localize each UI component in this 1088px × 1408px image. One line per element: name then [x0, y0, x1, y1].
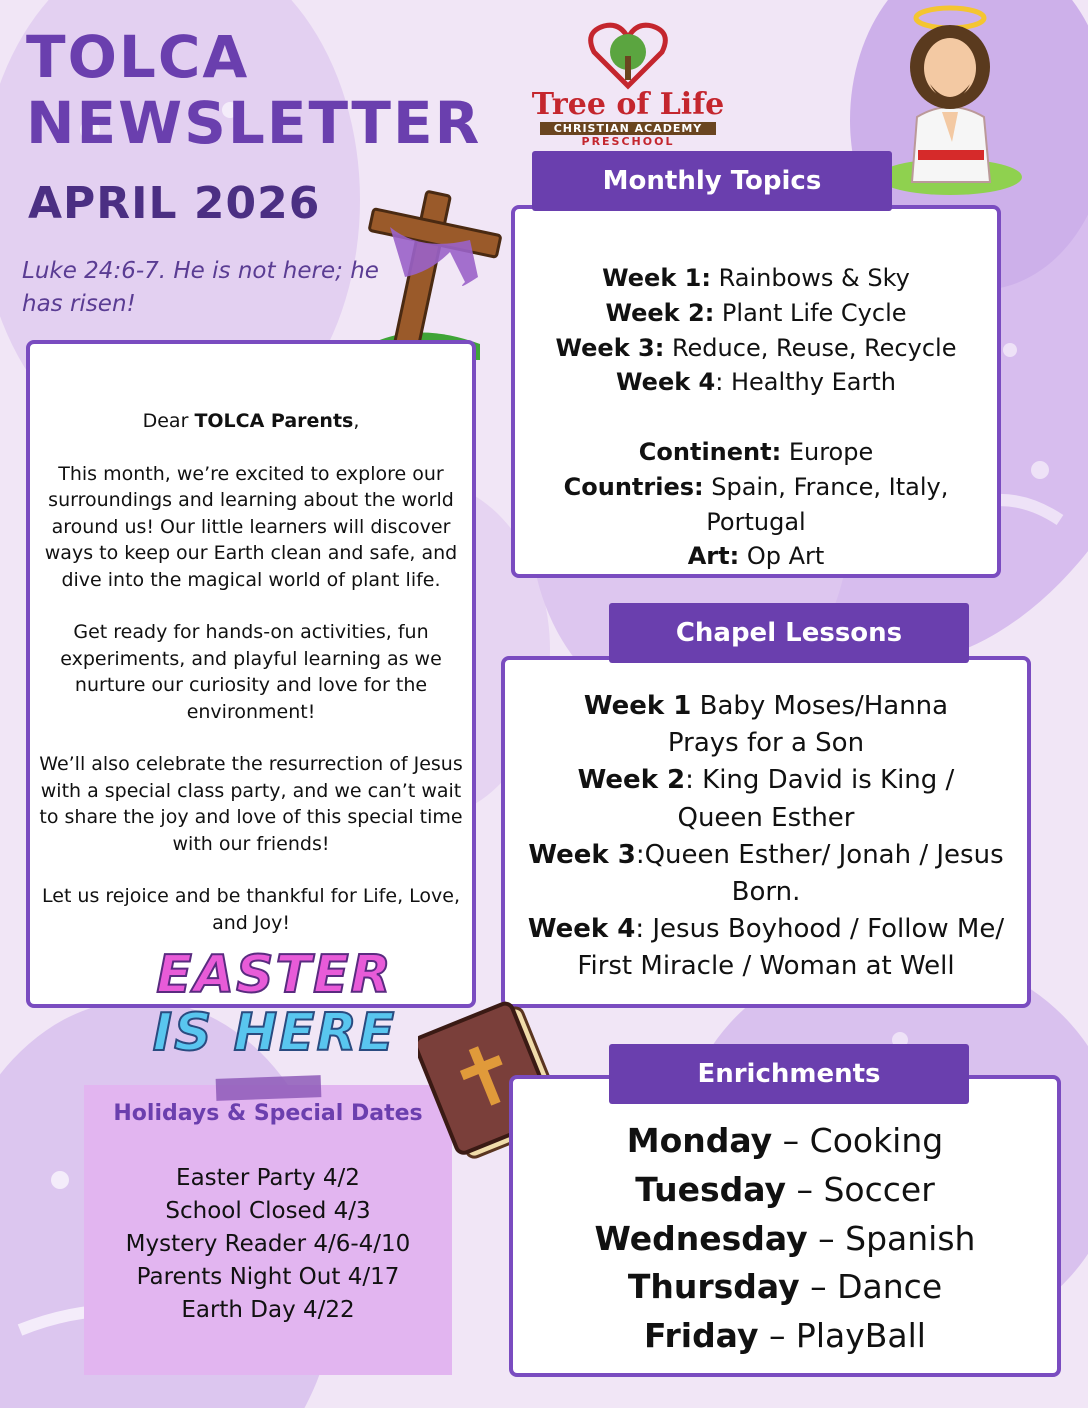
week-label: Week 2 — [577, 765, 686, 796]
title-line-2: NEWSLETTER — [26, 89, 482, 157]
greeting-suffix: , — [353, 410, 360, 432]
enrichment-day — [513, 1215, 1057, 1264]
letter-paragraph: Get ready for hands-on activities, fun experiments, and playful learning as we nurture our curiosity and love for the environment! — [60, 621, 442, 723]
art-label: Art: — [687, 542, 740, 571]
letter-paragraph: We’ll also celebrate the resurrection of Jesus with a special class party, and we can’t wait to share the joy and love of this special time with our friends! — [39, 753, 463, 855]
chapel-lessons-header: Chapel Lessons — [609, 603, 969, 663]
continent-value: Europe — [781, 437, 874, 466]
topic-week — [515, 331, 997, 366]
bible-verse: Luke 24:6-7. He is not here; he has risen! — [22, 258, 379, 317]
week-topic: Plant Life Cycle — [714, 298, 907, 327]
week-label: Week 1: — [602, 264, 711, 292]
holiday-item: Parents Night Out 4/17 — [136, 1264, 400, 1290]
continent-label: Continent: — [638, 437, 782, 466]
monthly-topics-box — [511, 205, 1001, 578]
tape-decoration — [216, 1075, 322, 1101]
letter-greeting — [38, 408, 464, 435]
holiday-item: Earth Day 4/22 — [181, 1297, 355, 1323]
newsletter-title — [26, 24, 481, 156]
enrichments-header: Enrichments — [609, 1044, 969, 1104]
letter-paragraph: Let us rejoice and be thankful for Life, Love, and Joy! — [42, 885, 460, 934]
topic-week — [515, 261, 997, 296]
countries — [515, 470, 997, 505]
art — [515, 539, 997, 574]
logo-subtitle: CHRISTIAN ACADEMY — [540, 122, 716, 135]
easter-sticker — [132, 946, 417, 1076]
lesson-text: :Queen Esther/ Jonah / Jesus — [635, 839, 1004, 870]
chapel-week-cont: Born. — [731, 877, 801, 908]
cross-icon — [360, 182, 510, 362]
newsletter-month: APRIL 2026 — [28, 178, 321, 229]
enrichment-day — [513, 1117, 1057, 1166]
holiday-item: School Closed 4/3 — [165, 1198, 371, 1224]
logo-name: Tree of Life — [531, 87, 725, 122]
day-activity: – Cooking — [772, 1121, 944, 1160]
tree-heart-logo-icon — [588, 20, 668, 90]
week-topic: Reduce, Reuse, Recycle — [664, 333, 957, 362]
week-label: Week 4 — [527, 914, 636, 945]
chapel-week — [505, 688, 1027, 725]
chapel-week-cont: Prays for a Son — [667, 728, 865, 759]
week-label: Week 3 — [528, 839, 636, 870]
spacer — [515, 400, 997, 435]
title-line-1: TOLCA — [26, 23, 250, 91]
week-topic: : Healthy Earth — [715, 368, 896, 397]
school-logo — [528, 20, 728, 150]
lesson-text: : Jesus Boyhood / Follow Me/ — [635, 914, 1005, 945]
day-name: Tuesday — [635, 1169, 786, 1209]
chapel-week — [505, 837, 1027, 874]
week-label: Week 4 — [616, 368, 716, 397]
topic-week — [515, 365, 997, 400]
topic-week — [515, 296, 997, 331]
holiday-item: Mystery Reader 4/6-4/10 — [125, 1231, 411, 1257]
holidays-title: Holidays & Special Dates — [113, 1101, 423, 1126]
countries-value: Spain, France, Italy, — [703, 472, 949, 501]
day-name: Thursday — [627, 1267, 800, 1307]
enrichments-box — [509, 1075, 1061, 1377]
greeting-name: TOLCA Parents — [194, 410, 354, 432]
day-activity: – Spanish — [807, 1218, 976, 1258]
countries-cont: Portugal — [706, 507, 806, 536]
sticker-line-2: IS HERE — [152, 1003, 397, 1063]
jesus-praying-icon — [872, 2, 1032, 197]
day-activity: – Soccer — [786, 1169, 935, 1209]
day-activity: – PlayBall — [758, 1316, 926, 1356]
chapel-week — [505, 911, 1027, 948]
chapel-week — [505, 762, 1027, 799]
lesson-text: Baby Moses/Hanna — [691, 691, 949, 721]
lesson-text: : King David is King / — [685, 765, 955, 796]
countries-label: Countries: — [563, 472, 704, 501]
week-label: Week 1 — [583, 691, 692, 721]
chapel-lessons-box — [501, 656, 1031, 1008]
day-name: Friday — [644, 1316, 759, 1356]
enrichment-day — [513, 1166, 1057, 1215]
greeting-prefix: Dear — [142, 410, 195, 432]
week-label: Week 3: — [555, 333, 665, 362]
enrichment-day — [513, 1312, 1057, 1361]
art-value: Op Art — [739, 542, 825, 571]
enrichment-day — [513, 1263, 1057, 1312]
holidays-panel — [84, 1085, 452, 1375]
sticker-line-1: EASTER — [156, 945, 393, 1005]
holidays-list — [84, 1162, 452, 1327]
logo-sub2: PRESCHOOL — [581, 135, 675, 148]
monthly-topics-header: Monthly Topics — [532, 151, 892, 211]
holiday-item: Easter Party 4/2 — [176, 1165, 360, 1191]
parent-letter — [26, 340, 476, 1008]
chapel-week-cont: First Miracle / Woman at Well — [577, 951, 955, 982]
week-label: Week 2: — [605, 298, 715, 327]
letter-paragraph: This month, we’re excited to explore our surroundings and learning about the world around us! Our little learners will discover ways to keep our Earth clean and safe, and dive into the magical world of plant life. — [44, 462, 458, 591]
day-activity: – Dance — [799, 1267, 943, 1307]
chapel-week-cont: Queen Esther — [677, 802, 855, 833]
continent — [515, 435, 997, 470]
day-name: Monday — [626, 1121, 773, 1160]
day-name: Wednesday — [594, 1218, 808, 1258]
week-topic: Rainbows & Sky — [710, 264, 910, 292]
